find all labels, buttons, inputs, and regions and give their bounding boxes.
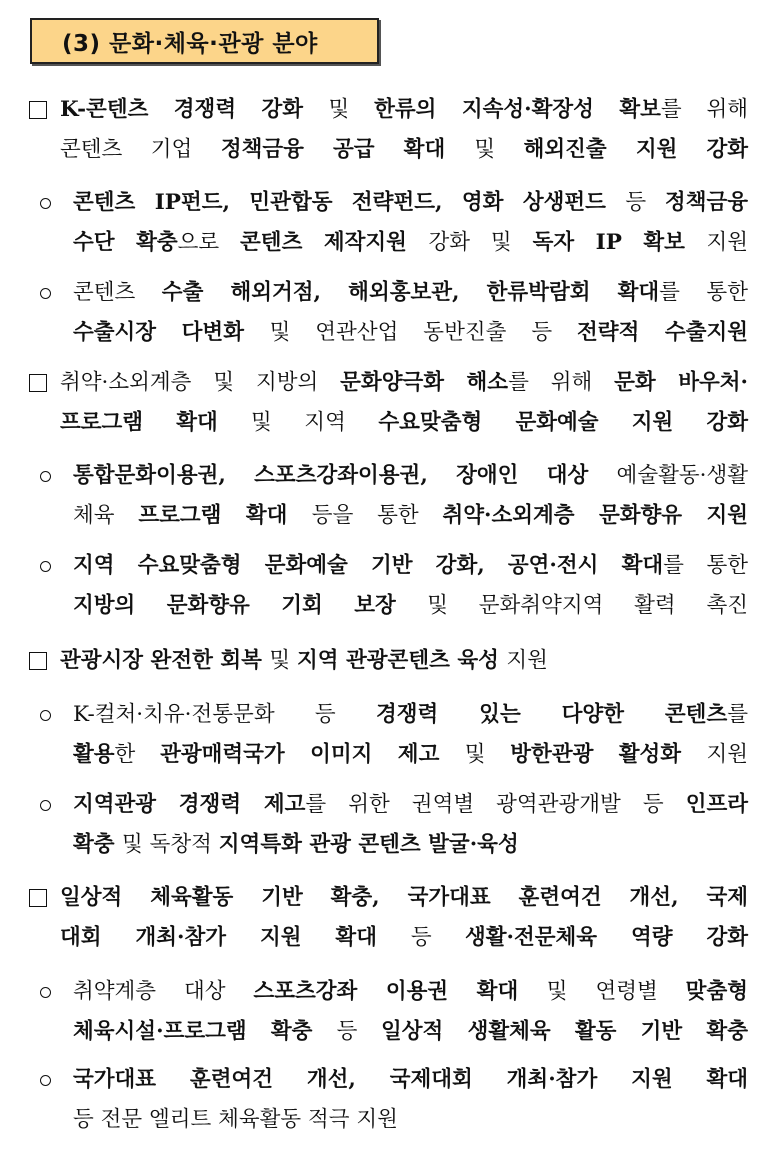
- regular-text: 를 위해: [660, 97, 748, 122]
- bold-text: 문화양극화 해소: [340, 370, 509, 395]
- text-line: [73, 735, 748, 775]
- circle-bullet-icon: [40, 710, 51, 721]
- sub-bullet-paragraph: [73, 972, 748, 1052]
- bold-text: 수출 해외거점, 해외홍보관, 한류박람회 확대: [161, 280, 660, 305]
- regular-text: 를 통한: [659, 280, 748, 305]
- text-line: [60, 90, 748, 130]
- regular-text: 및 연관산업 동반진출 등: [269, 320, 578, 345]
- section-header: [30, 18, 379, 64]
- circle-bullet-icon: [40, 800, 51, 811]
- text-line: [73, 1100, 748, 1140]
- regular-text: 및: [328, 97, 375, 122]
- bold-text: 일상적 체육활동 기반 확충, 국가대표 훈련여건 개선, 국제: [60, 885, 748, 910]
- text-line: [60, 130, 748, 170]
- text-line: [60, 363, 748, 403]
- text-line: [73, 1060, 748, 1100]
- regular-text: 강화 및: [428, 230, 533, 255]
- bold-text: 해외진출 지원 강화: [523, 137, 749, 162]
- regular-text: 를 위해: [508, 370, 615, 395]
- regular-text: 및: [464, 742, 511, 767]
- regular-text: 및 문화취약지역 활력 촉진: [427, 593, 748, 618]
- bold-text: 한류의 지속성·확장성 확보: [374, 97, 661, 122]
- bold-text: 지역특화 관광 콘텐츠 발굴·육성: [218, 832, 519, 857]
- bold-text: 콘텐츠 IP펀드, 민관합동 전략펀드, 영화 상생펀드: [73, 190, 626, 215]
- regular-text: 및: [474, 137, 524, 162]
- regular-text: 를 위한 권역별 광역관광개발 등: [305, 792, 686, 817]
- regular-text: 를: [727, 702, 748, 727]
- bold-text: 관광매력국가 이미지 제고: [160, 742, 465, 767]
- sub-bullet-paragraph: [73, 183, 748, 263]
- text-line: [73, 496, 748, 536]
- bold-text: 생활·전문체육 역량 강화: [464, 925, 749, 950]
- regular-text: K-컬처·치유·전통문화 등: [73, 702, 376, 727]
- sub-bullet-paragraph: [73, 695, 748, 775]
- circle-bullet-icon: [40, 987, 51, 998]
- square-bullet-icon: [29, 374, 47, 392]
- bold-text: 확충: [73, 832, 123, 857]
- circle-bullet-icon: [40, 1075, 51, 1086]
- bullet-paragraph: [60, 878, 748, 958]
- text-line: [73, 183, 748, 223]
- bold-text: 국가대표 훈련여건 개선, 국제대회 개최·참가 지원 확대: [73, 1067, 748, 1092]
- regular-text: 예술활동·생활: [616, 463, 748, 488]
- bold-text: 일상적 생활체육 활동 기반 확충: [381, 1019, 748, 1044]
- bold-text: 통합문화이용권, 스포츠강좌이용권, 장애인 대상: [73, 463, 617, 488]
- circle-bullet-icon: [40, 198, 51, 209]
- bullet-paragraph: [60, 90, 748, 170]
- bold-text: K-콘텐츠 경쟁력 강화: [60, 97, 329, 122]
- bold-text: 경쟁력 있는 다양한 콘텐츠: [375, 702, 728, 727]
- regular-text: 지원: [506, 648, 548, 673]
- bold-text: 독자 IP 확보: [532, 230, 707, 255]
- bold-text: 전략적 수출지원: [577, 320, 749, 345]
- regular-text: 및 지역: [251, 410, 379, 435]
- bold-text: 정책금융 공급 확대: [220, 137, 475, 162]
- regular-text: 체육: [73, 503, 139, 528]
- text-line: [73, 273, 748, 313]
- regular-text: 콘텐츠 기업: [60, 137, 221, 162]
- bold-text: 지역관광 경쟁력 제고: [73, 792, 306, 817]
- regular-text: 및 독창적: [122, 832, 219, 857]
- sub-bullet-paragraph: [73, 546, 748, 626]
- bold-text: 지역 관광콘텐츠 육성: [297, 648, 507, 673]
- text-line: [60, 918, 748, 958]
- square-bullet-icon: [29, 652, 47, 670]
- square-bullet-icon: [29, 101, 47, 119]
- text-line: [73, 313, 748, 353]
- sub-bullet-paragraph: [73, 456, 748, 536]
- text-line: [73, 456, 748, 496]
- text-line: [73, 972, 748, 1012]
- regular-text: 콘텐츠: [73, 280, 162, 305]
- regular-text: 등: [625, 190, 665, 215]
- sub-bullet-paragraph: [73, 785, 748, 865]
- bold-text: 대회 개최·참가 지원 확대: [60, 925, 411, 950]
- regular-text: 으로: [177, 230, 241, 255]
- bold-text: 방한관광 활성화: [510, 742, 707, 767]
- sub-bullet-paragraph: [73, 1060, 748, 1140]
- bold-text: 스포츠강좌 이용권 확대: [253, 979, 547, 1004]
- bold-text: 취약·소외계층 문화향유 지원: [442, 503, 749, 528]
- sub-bullet-paragraph: [73, 273, 748, 353]
- regular-text: 및 연령별: [546, 979, 686, 1004]
- bullet-paragraph: [60, 363, 748, 443]
- text-line: [60, 403, 748, 443]
- bold-text: 지방의 문화향유 기회 보장: [73, 593, 428, 618]
- text-line: [73, 546, 748, 586]
- regular-text: 지원: [706, 230, 749, 255]
- bold-text: 지역 수요맞춤형 문화예술 기반 강화, 공연·전시 확대: [73, 553, 664, 578]
- circle-bullet-icon: [40, 471, 51, 482]
- bold-text: 수출시장 다변화: [73, 320, 270, 345]
- text-line: [73, 223, 748, 263]
- bold-text: 인프라: [685, 792, 748, 817]
- regular-text: 및: [269, 648, 297, 673]
- circle-bullet-icon: [40, 561, 51, 572]
- text-line: [60, 641, 748, 681]
- bold-text: 관광시장 완전한 회복: [60, 648, 270, 673]
- regular-text: 를 통한: [663, 553, 748, 578]
- bold-text: 맞춤형: [685, 979, 748, 1004]
- regular-text: 취약·소외계층 및 지방의: [60, 370, 341, 395]
- circle-bullet-icon: [40, 288, 51, 299]
- text-line: [73, 695, 748, 735]
- bold-text: 체육시설·프로그램 확충: [73, 1019, 337, 1044]
- bold-text: 프로그램 확대: [60, 410, 251, 435]
- text-line: [73, 825, 748, 865]
- text-line: [73, 1012, 748, 1052]
- bullet-paragraph: [60, 641, 748, 681]
- text-line: [60, 878, 748, 918]
- regular-text: 취약계층 대상: [73, 979, 254, 1004]
- bold-text: 수요맞춤형 문화예술 지원 강화: [378, 410, 748, 435]
- bold-text: 문화 바우처·: [614, 370, 748, 395]
- regular-text: 등을 통한: [311, 503, 443, 528]
- regular-text: 한: [114, 742, 161, 767]
- bold-text: 수단 확충: [73, 230, 178, 255]
- regular-text: 등: [336, 1019, 382, 1044]
- section-title: (3) 문화·체육·관광 분야: [62, 30, 318, 57]
- bold-text: 콘텐츠 제작지원: [240, 230, 429, 255]
- bold-text: 프로그램 확대: [138, 503, 312, 528]
- square-bullet-icon: [29, 889, 47, 907]
- regular-text: 등 전문 엘리트 체육활동 적극 지원: [73, 1107, 398, 1132]
- text-line: [73, 586, 748, 626]
- regular-text: 지원: [706, 742, 749, 767]
- text-line: [73, 785, 748, 825]
- bold-text: 정책금융: [664, 190, 748, 215]
- regular-text: 등: [410, 925, 465, 950]
- bold-text: 활용: [73, 742, 115, 767]
